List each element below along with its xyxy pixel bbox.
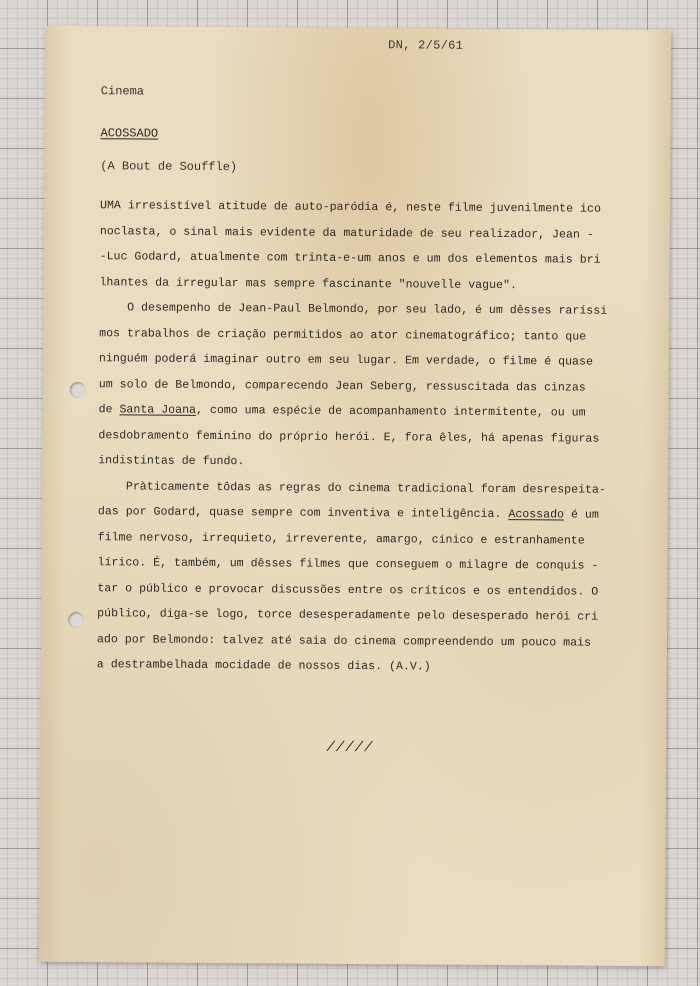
text-line: noclasta, o sinal mais evidente da maturidade de seu realizador, Jean - <box>99 224 594 242</box>
text-line: de Santa Joana, como uma espécie de acompanhamento intermitente, ou um <box>98 403 586 420</box>
text-line: desdobramento feminino do próprio herói. E, fora êles, há apenas figuras <box>98 428 600 446</box>
end-mark: ///// <box>324 739 376 757</box>
document-reference: DN, 2/5/61 <box>388 38 464 53</box>
underlined-title: Acossado <box>508 508 565 522</box>
text-line: das por Godard, quase sempre com inventiva e inteligência. Acossado é um <box>97 505 599 522</box>
underlined-title: Santa Joana <box>119 403 197 417</box>
text-line: a destrambelhada mocidade de nossos dias. (A.V.) <box>96 658 431 674</box>
text-line: indistintas de fundo. <box>98 454 245 469</box>
text-line: ninguém poderá imaginar outro em seu lugar. Em verdade, o filme é quase <box>98 352 593 369</box>
text-line: público, diga-se logo, torce desesperadamente pelo desesperado herói cri <box>97 607 599 624</box>
punch-hole <box>70 382 86 398</box>
text-line: Pràticamente tôdas as regras do cinema tradicional foram desrespeita- <box>98 479 606 497</box>
text-line: lírico. É, também, um dêsses filmes que conseguem o milagre de conquis - <box>97 556 599 573</box>
typewritten-page <box>39 26 672 966</box>
text-line: lhantes da irregular mas sempre fascinante "nouvelle vague". <box>99 275 517 292</box>
text-line: UMA irresistível atitude de auto-paródia é, neste filme juvenilmente ico <box>99 199 601 216</box>
punch-hole <box>68 612 84 628</box>
text-line: filme nervoso, irrequieto, irreverente, amargo, cínico e estranhamente <box>97 530 585 548</box>
text-line: ado por Belmondo: talvez até saia do cinema compreendendo um pouco mais <box>96 632 592 650</box>
text-line: mos trabalhos de criação permitidos ao ator cinematográfico; tanto que <box>99 326 587 344</box>
text-line: -Luc Godard, atualmente com trinta-e-um anos e um dos elementos mais bri <box>99 250 601 267</box>
article-subtitle: (A Bout de Souffle) <box>100 159 238 175</box>
text-line: O desempenho de Jean-Paul Belmondo, por seu lado, é um dêsses raríssi <box>99 301 608 318</box>
text-line: tar o público e provocar discussões entre os críticos e os entendidos. O <box>97 581 599 599</box>
article-title: ACOSSADO <box>100 126 159 141</box>
article-body <box>97 193 620 681</box>
section-label: Cinema <box>100 84 145 99</box>
text-line: um solo de Belmondo, comparecendo Jean Seberg, ressuscitada das cinzas <box>98 377 586 395</box>
